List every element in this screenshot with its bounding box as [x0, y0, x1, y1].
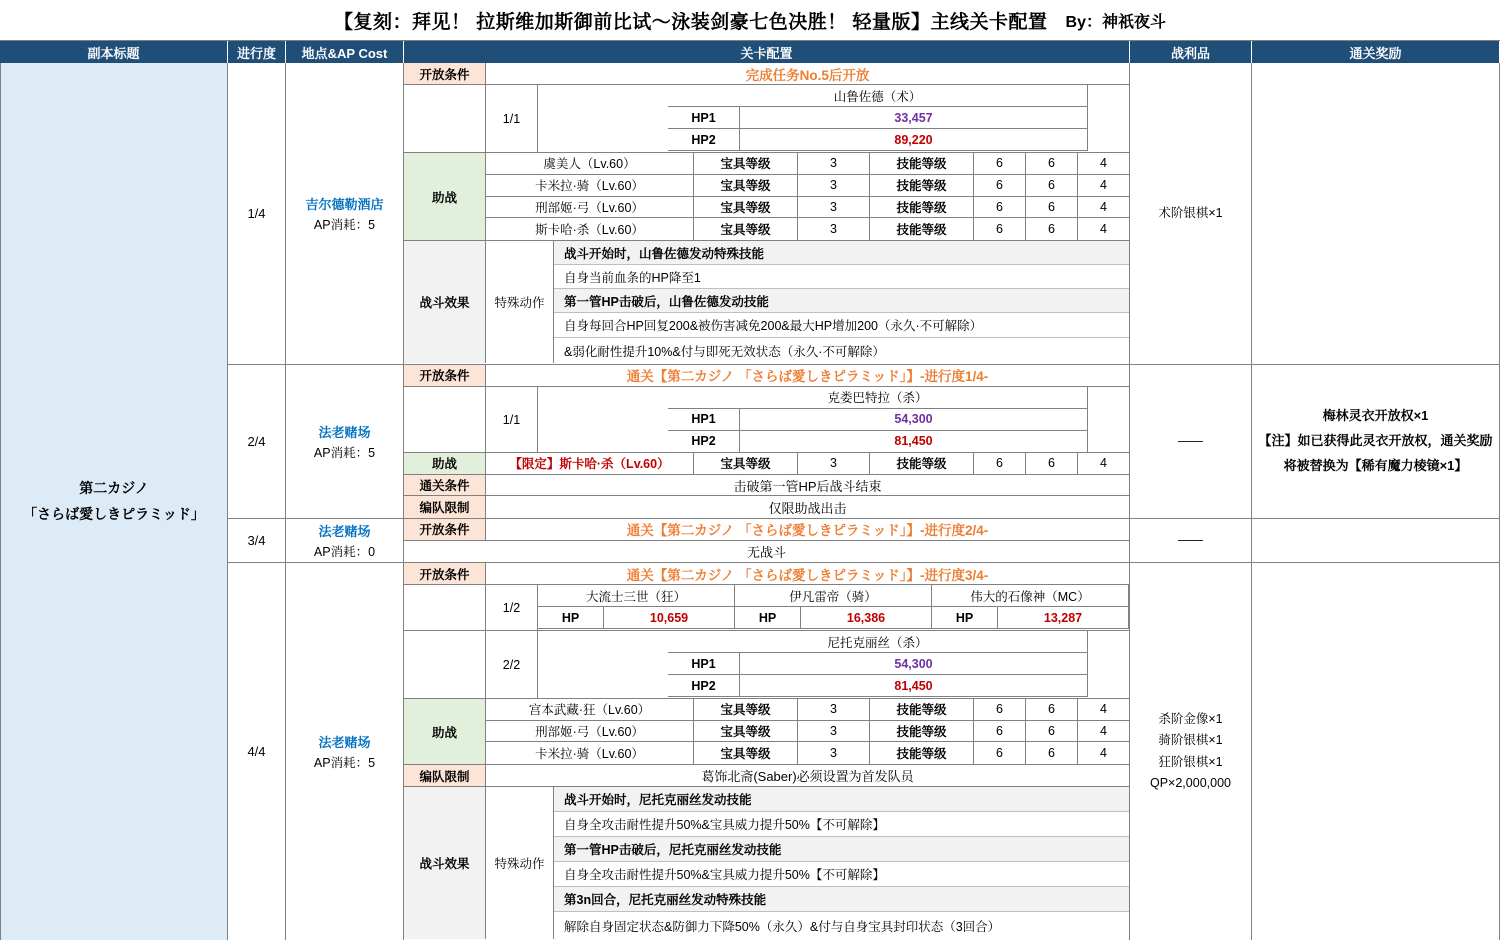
wave-wrap-4-1: [486, 585, 1129, 630]
enemy-hp-label: HP: [538, 607, 604, 629]
party-limit-row-2: [404, 496, 1129, 518]
enemy-hp2-label: HP2: [668, 431, 740, 453]
effect-line: 第一管HP击破后，尼托克丽丝发动技能: [554, 837, 1129, 862]
skill-level-label: 技能等级: [870, 175, 974, 196]
enemy-hp-row: [668, 409, 1129, 431]
loot-item: QP×2,000,000: [1150, 775, 1231, 790]
open-condition-text-1: 完成任务No.5后开放: [745, 67, 870, 83]
location-name-2: 法老赌场: [318, 425, 371, 440]
header-stage: 关卡配置: [404, 41, 1130, 63]
open-condition-value-4: [486, 563, 1129, 584]
wave-number-1-1: 1/1: [486, 85, 538, 152]
location-2: [286, 365, 404, 518]
wave-body-4-1: [538, 585, 1129, 630]
support-row-4: [404, 699, 1129, 765]
skill-1: 6: [974, 699, 1026, 720]
skill-3: 4: [1100, 178, 1107, 193]
location-1: [286, 63, 404, 364]
skill-2: 6: [1026, 153, 1078, 174]
clear-condition-label-2: 通关条件: [404, 475, 486, 496]
wave-label-1-1: [404, 85, 486, 152]
np-level-value: 3: [798, 175, 870, 196]
skill-1: 6: [974, 453, 1026, 474]
special-action-label-1: 特殊动作: [486, 241, 554, 363]
wave-wrap-4-2: [486, 631, 1129, 698]
header-location: 地点&AP Cost: [286, 41, 404, 63]
support-name: 虞美人（Lv.60）: [486, 153, 694, 174]
reward-line2: 【注】如已获得此灵衣开放权，通关奖励将被替换为【稀有魔力棱镜×1】: [1258, 433, 1493, 473]
effect-lines-4: [554, 787, 1129, 939]
enemy-name: 山鲁佐德（术）: [668, 85, 1088, 107]
header-subtitle: 副本标题: [0, 41, 228, 63]
enemy-hp1-label: HP1: [668, 107, 740, 129]
support-list-item: [486, 453, 1129, 474]
skill-level-label: 技能等级: [870, 153, 974, 174]
effect-line: 自身全攻击耐性提升50%&宝具威力提升50%【不可解除】: [554, 862, 1129, 887]
open-condition-label-2: 开放条件: [404, 365, 486, 386]
party-limit-value-4: 葛饰北斋(Saber)必须设置为首发队员: [701, 769, 914, 784]
effect-line: &弱化耐性提升10%&付与即死无效状态（永久·不可解除）: [564, 344, 885, 359]
reward-cell-spacer: [1252, 519, 1500, 562]
support-table-1: [486, 153, 1129, 240]
enemy-name: 伟大的石像神（MC）: [932, 585, 1129, 607]
skill-1: 6: [974, 218, 1026, 240]
location-4: [286, 563, 404, 940]
enemy-name: 大流士三世（狂）: [538, 585, 735, 607]
open-condition-value-1: [486, 63, 1129, 84]
open-condition-label-3: 开放条件: [404, 519, 486, 540]
np-level-label: 宝具等级: [694, 153, 798, 174]
skill-1: 6: [974, 742, 1026, 764]
stage-config-4: [404, 563, 1130, 940]
np-level-label: 宝具等级: [694, 742, 798, 764]
reward-line1: 梅林灵衣开放权×1: [1322, 408, 1429, 424]
wave-body-2-1: [538, 387, 1129, 453]
enemy-column: [932, 585, 1129, 630]
skill-2: 6: [1026, 742, 1078, 764]
np-level-value: 3: [798, 453, 870, 474]
effects-row-4: [404, 787, 1129, 939]
skill-3: 4: [1100, 222, 1107, 237]
page-title-text: 【复刻：拜见！ 拉斯维加斯御前比试～泳装剑豪七色决胜！ 轻量版】主线关卡配置: [333, 11, 1048, 33]
support-table-2: [486, 453, 1129, 474]
stage-block-4: [228, 563, 1500, 940]
np-level-value: 3: [798, 197, 870, 218]
enemy-table-1-1: [538, 85, 1129, 151]
reward-cell-spacer-2: [1252, 563, 1500, 940]
wave-wrap-1-1: [486, 85, 1129, 152]
effect-lines-1: [554, 241, 1129, 363]
support-row-1: [404, 153, 1129, 241]
wave-label-4-2: [404, 631, 486, 698]
enemy-hp2-label: HP2: [668, 129, 740, 151]
wave-1-1: [486, 85, 1129, 152]
effects-row-1: [404, 241, 1129, 363]
support-label-4: 助战: [404, 699, 486, 764]
progress-2: 2/4: [228, 365, 286, 518]
no-battle-row-3: [404, 541, 1129, 562]
skill-3: 4: [1100, 702, 1107, 717]
wave-row-4-2: [404, 631, 1129, 699]
skill-level-label: 技能等级: [870, 197, 974, 218]
skill-2: 6: [1026, 218, 1078, 240]
skill-level-label: 技能等级: [870, 742, 974, 764]
enemy-hp2-value: 89,220: [740, 129, 1088, 151]
enemy-hp-row: [668, 653, 1129, 675]
effect-line: 自身全攻击耐性提升50%&宝具威力提升50%【不可解除】: [554, 812, 1129, 837]
np-level-label: 宝具等级: [694, 218, 798, 240]
quest-title-line1: 第二カジノ: [79, 480, 149, 497]
np-level-value: 3: [798, 699, 870, 720]
ap-cost-4: AP消耗：5: [313, 756, 376, 770]
progress-1: 1/4: [228, 63, 286, 364]
wave-row-4-1: [404, 585, 1129, 631]
enemy-column: [538, 585, 735, 630]
header-progress: 进行度: [228, 41, 286, 63]
wave-body-1-1: [538, 85, 1129, 152]
skill-3: 4: [1100, 724, 1107, 738]
location-name-4: 法老赌场: [318, 735, 371, 750]
wave-label-4-1: [404, 585, 486, 630]
support-label-2: 助战: [404, 453, 486, 474]
party-limit-label-2: 编队限制: [404, 496, 486, 518]
effect-line: 自身当前血条的HP降至1: [554, 265, 1129, 289]
support-list-item: [486, 218, 1129, 240]
stage-block-1: [228, 63, 1500, 365]
enemy-hp-row: [668, 107, 1129, 129]
battle-effect-label-1: 战斗效果: [404, 241, 486, 363]
location-3: [286, 519, 404, 562]
np-level-label: 宝具等级: [694, 175, 798, 196]
open-condition-text-2: 通关【第二カジノ 「さらば愛しきピラミッド」】-进行度1/4-: [626, 369, 989, 385]
skill-2: 6: [1026, 175, 1078, 196]
page-title: [0, 0, 1500, 41]
enemy-hp-row: [668, 129, 1129, 151]
np-level-label: 宝具等级: [694, 699, 798, 720]
enemy-hp-label: HP: [932, 607, 998, 629]
enemy-hp1-value: 33,457: [740, 107, 1088, 129]
loot-item: ——: [1178, 532, 1203, 547]
quest-title-line2: 「さらば愛しきピラミッド」: [23, 505, 205, 522]
skill-2: 6: [1026, 699, 1078, 720]
effect-line: 自身每回合HP回复200&被伤害减免200&最大HP增加200（永久·不可解除）: [554, 313, 1129, 338]
np-level-value: 3: [798, 218, 870, 240]
support-list-item: [486, 197, 1129, 219]
support-table-4: [486, 699, 1129, 764]
loot-3: [1130, 519, 1252, 562]
enemy-hp-row: [668, 675, 1129, 697]
np-level-label: 宝具等级: [694, 197, 798, 218]
support-list-item: [486, 742, 1129, 764]
skill-1: 6: [974, 175, 1026, 196]
wave-4-1: [486, 585, 1129, 630]
skill-level-label: 技能等级: [870, 699, 974, 720]
skill-level-label: 技能等级: [870, 721, 974, 742]
enemy-hp2-label: HP2: [668, 675, 740, 697]
open-condition-row-3: [404, 519, 1129, 541]
enemy-hp-label: HP: [735, 607, 801, 629]
loot-item: ——: [1178, 433, 1203, 448]
party-limit-row-4: [404, 765, 1129, 787]
np-level-label: 宝具等级: [694, 453, 798, 474]
ap-cost-3: AP消耗：0: [313, 545, 376, 559]
wave-number-4-1: 1/2: [486, 585, 538, 630]
stage-blocks: [228, 63, 1500, 940]
wave-4-2: [486, 631, 1129, 698]
open-condition-text-3: 通关【第二カジノ 「さらば愛しきピラミッド」】-进行度2/4-: [626, 523, 989, 539]
table-body: [0, 63, 1500, 940]
effect-line: 解除自身固定状态&防御力下降50%（永久）&付与自身宝具封印状态（3回合）: [564, 919, 1001, 934]
wave-row-1-1: [404, 85, 1129, 153]
support-list-item: [486, 175, 1129, 197]
skill-3: 4: [1100, 746, 1107, 761]
loot-item: 术阶银棋×1: [1158, 205, 1223, 220]
open-condition-label-1: 开放条件: [404, 63, 486, 84]
stage-block-3: [228, 519, 1500, 563]
skill-3: 4: [1100, 456, 1107, 471]
support-name: 刑部姬·弓（Lv.60）: [486, 197, 694, 218]
open-condition-value-3: [486, 519, 1129, 540]
enemy-column: [735, 585, 932, 630]
open-condition-text-4: 通关【第二カジノ 「さらば愛しきピラミッド」】-进行度3/4-: [626, 567, 989, 583]
support-name: 卡米拉·骑（Lv.60）: [486, 175, 694, 196]
wave-body-4-2: [538, 631, 1129, 698]
header-reward: 通关奖励: [1252, 41, 1500, 63]
np-level-value: 3: [798, 742, 870, 764]
open-condition-value-2: [486, 365, 1129, 386]
np-level-value: 3: [798, 721, 870, 742]
loot-item: 杀阶金像×1: [1158, 712, 1223, 726]
quest-title-cell: [0, 63, 228, 940]
wave-2-1: [486, 387, 1129, 453]
effect-line: 战斗开始时，山鲁佐德发动特殊技能: [554, 241, 1129, 265]
support-name: 刑部姬·弓（Lv.60）: [486, 721, 694, 742]
progress-3: 3/4: [228, 519, 286, 562]
effects-wrap-4: [486, 787, 1129, 939]
enemy-hp1-label: HP1: [668, 653, 740, 675]
skill-level-label: 技能等级: [870, 218, 974, 240]
enemy-hp2-value: 81,450: [740, 431, 1088, 453]
page-author: By：神祇夜斗: [1065, 13, 1167, 31]
skill-2: 6: [1026, 197, 1078, 218]
enemy-name: 克娄巴特拉（杀）: [668, 387, 1088, 409]
stage-block-2: [228, 365, 1500, 519]
open-condition-label-4: 开放条件: [404, 563, 486, 584]
special-action-label-4: 特殊动作: [486, 787, 554, 939]
loot-4: [1130, 563, 1252, 940]
location-name-1: 吉尔德勒酒店: [305, 197, 384, 212]
skill-1: 6: [974, 197, 1026, 218]
np-level-value: 3: [798, 153, 870, 174]
effects-wrap-1: [486, 241, 1129, 363]
effect-line: 战斗开始时，尼托克丽丝发动技能: [554, 787, 1129, 812]
wave-number-4-2: 2/2: [486, 631, 538, 698]
wave-label-2-1: [404, 387, 486, 452]
enemy-hp1-value: 54,300: [740, 653, 1088, 675]
support-name: 斯卡哈·杀（Lv.60）: [486, 218, 694, 240]
skill-1: 6: [974, 721, 1026, 742]
open-condition-row-2: [404, 365, 1129, 387]
skill-2: 6: [1026, 721, 1078, 742]
effect-line: 第一管HP击破后，山鲁佐德发动技能: [554, 289, 1129, 313]
party-limit-label-4: 编队限制: [404, 765, 486, 786]
open-condition-row-4: [404, 563, 1129, 585]
party-limit-value-2: 仅限助战出击: [768, 500, 847, 516]
loot-2: [1130, 365, 1252, 518]
support-name: 【限定】斯卡哈·杀（Lv.60）: [486, 453, 694, 474]
enemy-hp2-value: 81,450: [740, 675, 1088, 697]
wave-row-2-1: [404, 387, 1129, 453]
skill-level-label: 技能等级: [870, 453, 974, 474]
skill-1: 6: [974, 153, 1026, 174]
open-condition-row-1: [404, 63, 1129, 85]
ap-cost-2: AP消耗：5: [313, 446, 376, 460]
enemy-hp-row: [668, 431, 1129, 453]
skill-3: 4: [1100, 156, 1107, 171]
table-header: [0, 41, 1500, 63]
wave-wrap-2-1: [486, 387, 1129, 452]
location-name-3: 法老赌场: [318, 524, 371, 539]
np-level-label: 宝具等级: [694, 721, 798, 742]
stage-config-2: [404, 365, 1130, 518]
enemy-hp-value: 13,287: [998, 607, 1129, 629]
reward-cell-main: [1252, 365, 1500, 518]
wave-number-2-1: 1/1: [486, 387, 538, 453]
battle-effect-label-4: 战斗效果: [404, 787, 486, 939]
enemy-hp1-label: HP1: [668, 409, 740, 431]
header-loot: 战利品: [1130, 41, 1252, 63]
clear-condition-value-2: 击破第一管HP后战斗结束: [733, 478, 882, 494]
support-list-item: [486, 153, 1129, 175]
enemy-name: 尼托克丽丝（杀）: [668, 631, 1088, 653]
ap-cost-1: AP消耗：5: [313, 218, 376, 232]
enemy-hp-value: 10,659: [604, 607, 735, 629]
support-list-item: [486, 721, 1129, 743]
support-name: 宫本武藏·狂（Lv.60）: [486, 699, 694, 720]
stage-config-1: [404, 63, 1130, 364]
skill-3: 4: [1100, 199, 1107, 214]
enemy-hp1-value: 54,300: [740, 409, 1088, 431]
support-name: 卡米拉·骑（Lv.60）: [486, 742, 694, 764]
enemy-hp-value: 16,386: [801, 607, 932, 629]
loot-1: [1130, 63, 1252, 364]
skill-2: 6: [1026, 453, 1078, 474]
support-list-item: [486, 699, 1129, 721]
effect-line: 第3n回合，尼托克丽丝发动特殊技能: [554, 887, 1129, 912]
support-row-2: [404, 453, 1129, 475]
no-battle-text: 无战斗: [746, 544, 786, 560]
support-label-1: 助战: [404, 153, 486, 240]
loot-item: 骑阶银棋×1: [1158, 733, 1223, 748]
progress-4: 4/4: [228, 563, 286, 940]
stage-config-3: [404, 519, 1130, 562]
enemy-name: 伊凡雷帝（骑）: [735, 585, 932, 607]
loot-item: 狂阶银棋×1: [1158, 754, 1223, 769]
clear-condition-row-2: [404, 475, 1129, 497]
reward-cell: [1252, 63, 1500, 364]
